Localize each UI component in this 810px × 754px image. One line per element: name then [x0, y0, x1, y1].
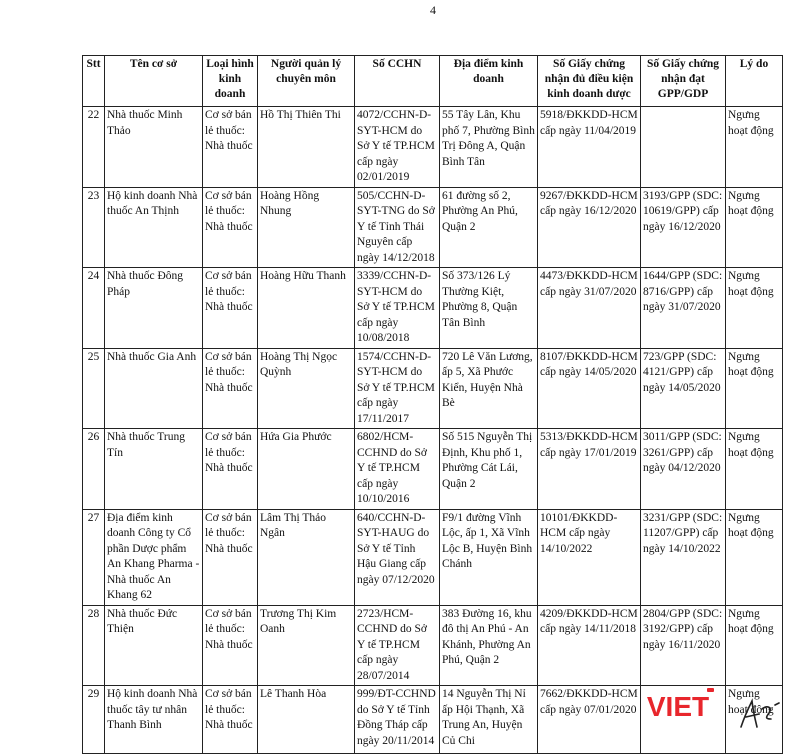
- cell-stt: 23: [83, 187, 105, 268]
- cell-certificate-number: 999/ĐT-CCHND do Sở Y tế Tỉnh Đồng Tháp cấp ngày 20/11/2014: [355, 686, 440, 754]
- cell-business-type: Cơ sở bán lẻ thuốc: Nhà thuốc: [203, 348, 258, 429]
- cell-facility-name: Nhà thuốc Gia Anh: [105, 348, 203, 429]
- cell-address: 383 Đường 16, khu đô thị An Phú - An Khánh, Phường An Phú, Quận 2: [440, 605, 538, 686]
- cell-reason: Ngưng hoạt động: [726, 605, 783, 686]
- cell-reason: Ngưng hoạt động: [726, 348, 783, 429]
- cell-reason: Ngưng hoạt động: [726, 268, 783, 349]
- cell-manager: Hoàng Thị Ngọc Quỳnh: [258, 348, 355, 429]
- cell-manager: Hồ Thị Thiên Thi: [258, 107, 355, 188]
- cell-facility-name: Nhà thuốc Đông Pháp: [105, 268, 203, 349]
- cell-certificate-number: 4072/CCHN-D-SYT-HCM do Sở Y tế TP.HCM cấp ngày 02/01/2019: [355, 107, 440, 188]
- table-header-row: [83, 56, 783, 107]
- cell-business-license: 4209/ĐKKDD-HCM cấp ngày 14/11/2018: [538, 605, 641, 686]
- cell-facility-name: Nhà thuốc Trung Tín: [105, 429, 203, 510]
- cell-stt: 28: [83, 605, 105, 686]
- header-address: Địa điểm kinh doanh: [440, 56, 538, 107]
- cell-facility-name: Nhà thuốc Minh Thảo: [105, 107, 203, 188]
- cell-facility-name: Địa điểm kinh doanh Công ty Cổ phần Dược phẩm An Khang Pharma - Nhà thuốc An Khang 62: [105, 509, 203, 605]
- cell-business-type: Cơ sở bán lẻ thuốc: Nhà thuốc: [203, 107, 258, 188]
- cell-business-type: Cơ sở bán lẻ thuốc: Nhà thuốc: [203, 268, 258, 349]
- cell-business-license: 5918/ĐKKDD-HCM cấp ngày 11/04/2019: [538, 107, 641, 188]
- cell-manager: Lâm Thị Thảo Ngân: [258, 509, 355, 605]
- cell-address: Số 373/126 Lý Thường Kiệt, Phường 8, Quận Tân Bình: [440, 268, 538, 349]
- cell-manager: Lê Thanh Hòa: [258, 686, 355, 754]
- cell-manager: Trương Thị Kim Oanh: [258, 605, 355, 686]
- cell-business-license: 10101/ĐKKDD-HCM cấp ngày 14/10/2022: [538, 509, 641, 605]
- cell-stt: 26: [83, 429, 105, 510]
- cell-reason: Ngưng hoạt động: [726, 686, 783, 754]
- logo-wordmark: VIET: [646, 691, 710, 722]
- handwritten-signature-mark: [735, 697, 785, 733]
- cell-gpp-certificate: 3011/GPP (SDC: 3261/GPP) cấp ngày 04/12/2020: [641, 429, 726, 510]
- cell-certificate-number: 3339/CCHN-D-SYT-HCM do Sở Y tế TP.HCM cấp ngày 10/08/2018: [355, 268, 440, 349]
- cell-business-type: Cơ sở bán lẻ thuốc: Nhà thuốc: [203, 605, 258, 686]
- cell-certificate-number: 2723/HCM-CCHND do Sở Y tế TP.HCM cấp ngày 28/07/2014: [355, 605, 440, 686]
- header-reason: Lý do: [726, 56, 783, 107]
- cell-manager: Hứa Gia Phước: [258, 429, 355, 510]
- cell-address: Số 515 Nguyễn Thị Định, Khu phố 1, Phường Cát Lái, Quận 2: [440, 429, 538, 510]
- cell-address: F9/1 đường Vĩnh Lộc, ấp 1, Xã Vĩnh Lộc B, Huyện Bình Chánh: [440, 509, 538, 605]
- viet-watermark-logo: [641, 686, 715, 724]
- cell-business-type: Cơ sở bán lẻ thuốc: Nhà thuốc: [203, 429, 258, 510]
- header-facility-name: Tên cơ sở: [105, 56, 203, 107]
- table-row: [83, 509, 783, 605]
- cell-stt: 27: [83, 509, 105, 605]
- cell-facility-name: Hộ kinh doanh Nhà thuốc An Thịnh: [105, 187, 203, 268]
- cell-facility-name: Hộ kinh doanh Nhà thuốc tây tư nhân Thanh Bình: [105, 686, 203, 754]
- table-row: [83, 348, 783, 429]
- cell-gpp-certificate: 723/GPP (SDC: 4121/GPP) cấp ngày 14/05/2020: [641, 348, 726, 429]
- header-business-type: Loại hình kinh doanh: [203, 56, 258, 107]
- cell-address: 55 Tây Lân, Khu phố 7, Phường Bình Trị Đông A, Quận Bình Tân: [440, 107, 538, 188]
- cell-gpp-certificate: 3193/GPP (SDC: 10619/GPP) cấp ngày 16/12/2020: [641, 187, 726, 268]
- cell-business-license: 7662/ĐKKDD-HCM cấp ngày 07/01/2020: [538, 686, 641, 754]
- table-row: [83, 605, 783, 686]
- cell-reason: Ngưng hoạt động: [726, 107, 783, 188]
- cell-facility-name: Nhà thuốc Đức Thiện: [105, 605, 203, 686]
- header-gpp-certificate: Số Giấy chứng nhận đạt GPP/GDP: [641, 56, 726, 107]
- pharmacy-registry-table: [82, 55, 783, 754]
- cell-business-license: 4473/ĐKKDD-HCM cấp ngày 31/07/2020: [538, 268, 641, 349]
- header-manager: Người quản lý chuyên môn: [258, 56, 355, 107]
- cell-address: 720 Lê Văn Lương, ấp 5, Xã Phước Kiển, Huyện Nhà Bè: [440, 348, 538, 429]
- cell-reason: Ngưng hoạt động: [726, 187, 783, 268]
- cell-address: 61 đường số 2, Phường An Phú, Quận 2: [440, 187, 538, 268]
- cell-business-license: 8107/ĐKKDD-HCM cấp ngày 14/05/2020: [538, 348, 641, 429]
- cell-certificate-number: 6802/HCM-CCHND do Sở Y tế TP.HCM cấp ngày 10/10/2016: [355, 429, 440, 510]
- table-row: [83, 187, 783, 268]
- cell-business-type: Cơ sở bán lẻ thuốc: Nhà thuốc: [203, 686, 258, 754]
- header-certificate-number: Số CCHN: [355, 56, 440, 107]
- cell-certificate-number: 505/CCHN-D-SYT-TNG do Sở Y tế Tỉnh Thái Nguyên cấp ngày 14/12/2018: [355, 187, 440, 268]
- cell-business-type: Cơ sở bán lẻ thuốc: Nhà thuốc: [203, 187, 258, 268]
- cell-reason: Ngưng hoạt động: [726, 429, 783, 510]
- table-row: [83, 107, 783, 188]
- cell-gpp-certificate: 1644/GPP (SDC: 8716/GPP) cấp ngày 31/07/2020: [641, 268, 726, 349]
- cell-business-type: Cơ sở bán lẻ thuốc: Nhà thuốc: [203, 509, 258, 605]
- cell-gpp-certificate: [641, 107, 726, 188]
- page-number: 4: [430, 3, 436, 17]
- cell-certificate-number: 1574/CCHN-D-SYT-HCM do Sở Y tế TP.HCM cấp ngày 17/11/2017: [355, 348, 440, 429]
- cell-address: 14 Nguyễn Thị Nỉ ấp Hội Thạnh, Xã Trung An, Huyện Củ Chi: [440, 686, 538, 754]
- header-business-license: Số Giấy chứng nhận đủ điều kiện kinh doanh dược: [538, 56, 641, 107]
- cell-business-license: 9267/ĐKKDD-HCM cấp ngày 16/12/2020: [538, 187, 641, 268]
- header-stt: Stt: [83, 56, 105, 107]
- cell-stt: 24: [83, 268, 105, 349]
- table-row: [83, 268, 783, 349]
- cell-certificate-number: 640/CCHN-D-SYT-HAUG do Sở Y tế Tỉnh Hậu Giang cấp ngày 07/12/2020: [355, 509, 440, 605]
- cell-stt: 29: [83, 686, 105, 754]
- cell-manager: Hoàng Hồng Nhung: [258, 187, 355, 268]
- cell-gpp-certificate: 3231/GPP (SDC: 11207/GPP) cấp ngày 14/10/2022: [641, 509, 726, 605]
- cell-business-license: 5313/ĐKKDD-HCM cấp ngày 17/01/2019: [538, 429, 641, 510]
- cell-gpp-certificate: 2804/GPP (SDC: 3192/GPP) cấp ngày 16/11/2020: [641, 605, 726, 686]
- table-row: [83, 429, 783, 510]
- cell-stt: 25: [83, 348, 105, 429]
- cell-reason: Ngưng hoạt động: [726, 509, 783, 605]
- cell-manager: Hoàng Hữu Thanh: [258, 268, 355, 349]
- cell-stt: 22: [83, 107, 105, 188]
